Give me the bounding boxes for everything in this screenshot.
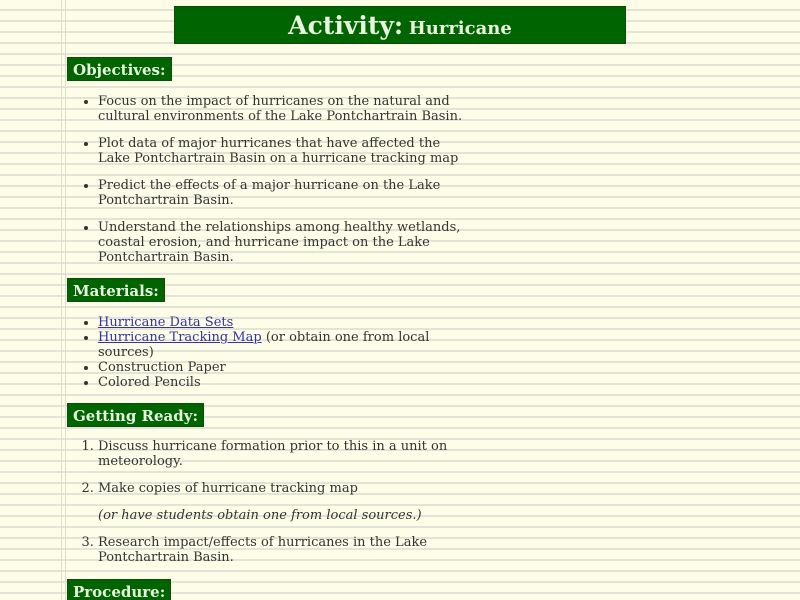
hurricane-data-sets-link[interactable]: Hurricane Data Sets [98,315,234,330]
procedure-heading: Procedure: [67,579,171,600]
list-item [98,481,470,523]
page-title-sub: Hurricane [408,18,512,39]
list-item: • Predict the effects of a major hurricane on the Lake Pontchartrain Basin. [98,178,470,208]
list-item [98,439,470,469]
list-item-text: Discuss hurricane formation prior to this in a unit on meteorology. [98,439,448,469]
getting-ready-heading: Getting Ready: [67,403,204,427]
materials-list [0,315,470,390]
list-item-note: (or have students obtain one from local sources.) [98,508,422,523]
getting-ready-section [0,439,470,577]
list-item-text: Make copies of hurricane tracking map [98,481,358,496]
materials-section [0,315,470,390]
objectives-list [0,94,470,265]
page-title-main: Activity: [288,11,404,40]
list-item: • Construction Paper [98,360,470,375]
list-item: • Plot data of major hurricanes that have affected the Lake Pontchartrain Basin on a hurricane tracking map [98,136,470,166]
getting-ready-list [0,439,470,565]
list-item: • Focus on the impact of hurricanes on the natural and cultural environments of the Lake Pontchartrain Basin. [98,94,470,124]
page-title [174,6,626,44]
list-item-text: Research impact/effects of hurricanes in the Lake Pontchartrain Basin. [98,535,428,565]
objectives-section [0,94,470,277]
list-item: • Understand the relationships among healthy wetlands, coastal erosion, and hurricane impact on the Lake Pontchartrain Basin. [98,220,470,265]
list-item [98,330,470,360]
list-item [98,535,470,565]
list-item: • Colored Pencils [98,375,470,390]
objectives-heading: Objectives: [67,57,172,81]
list-item [98,315,470,330]
hurricane-tracking-map-link[interactable]: Hurricane Tracking Map [98,330,262,345]
list-item-text: (or obtain one from local sources) [98,330,430,360]
materials-heading: Materials: [67,278,165,302]
